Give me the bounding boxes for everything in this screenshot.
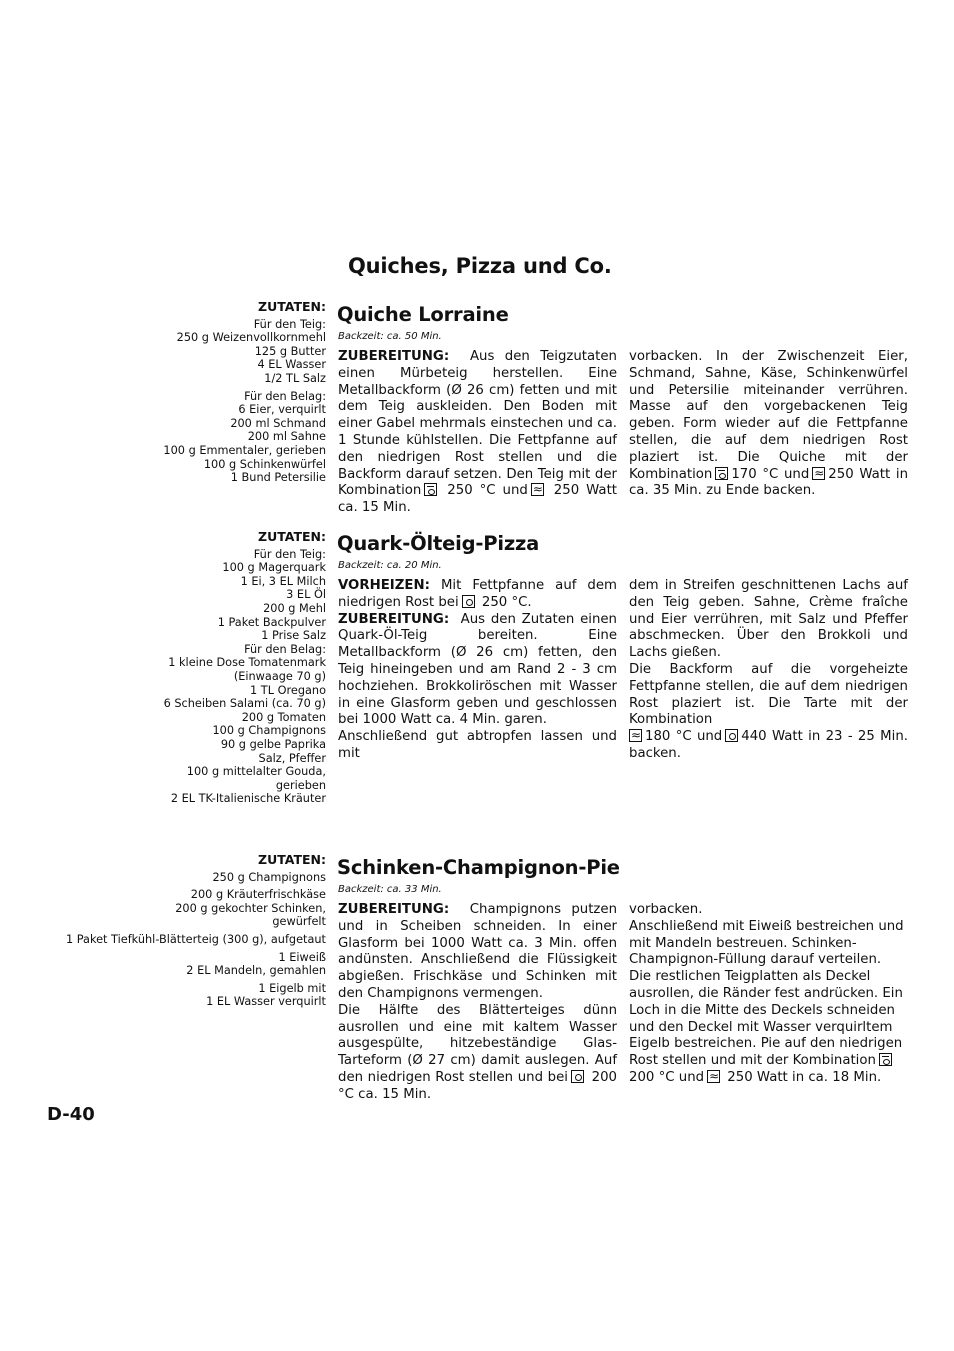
ingredients-header: ZUTATEN: [258, 299, 326, 314]
ingredient: 4 EL Wasser [257, 358, 326, 372]
ingredients-pizza [26, 530, 326, 806]
ingredient: 100 g mittelalter Gouda, [186, 765, 326, 779]
ingredient: 250 g Champignons [212, 870, 326, 884]
ingredient: 200 g Kräuterfrischkäse [190, 888, 326, 902]
ingredients-header: ZUTATEN: [258, 529, 326, 544]
ingredients-header: ZUTATEN: [258, 852, 326, 867]
recipe-title: Quiche Lorraine [337, 303, 509, 326]
page-number: D-40 [47, 1104, 95, 1125]
instructions-right [629, 578, 908, 763]
ingredient: Für den Teig: [253, 547, 326, 561]
instructions-left [338, 902, 617, 1104]
step-label: ZUBEREITUNG: [338, 349, 450, 364]
ingredient: 100 g Magerquark [222, 561, 326, 575]
bake-time: Backzeit: ca. 50 Min. [338, 331, 442, 342]
ingredient: Salz, Pfeffer [258, 751, 326, 765]
instruction-text: 250 Watt in ca. 35 Min. zu Ende backen. [629, 466, 908, 499]
ingredient: 2 EL Mandeln, gemahlen [186, 964, 326, 978]
ingredient: 1 Bund Petersilie [230, 471, 326, 485]
microwave-icon [531, 483, 544, 496]
instruction-text: 200 °C ca. 15 Min. [338, 1069, 618, 1102]
microwave-icon [812, 467, 825, 480]
instructions-left [338, 578, 617, 763]
ingredient: Für den Teig: [253, 317, 326, 331]
ingredient: gerieben [275, 778, 326, 792]
fan-icon [571, 1070, 584, 1083]
instruction-text: Champignons putzen und in Scheiben schneiden. In einer Glasform bei 1000 Watt ca. 3 Min. offen andünsten. Anschließend die Flüssigkeit abgießen. Frischkäse und Schinken mit den Champignons vermengen. [338, 902, 617, 1001]
ingredient: 3 EL Öl [286, 588, 326, 602]
ingredient: 1 Paket Backpulver [217, 615, 326, 629]
instruction-text: 200 °C und [629, 1069, 705, 1085]
ingredient: 100 g Schinkenwürfel [203, 457, 326, 471]
instruction-text: Die Hälfte des Blätterteiges dünn ausrollen und eine mit kaltem Wasser ausgespülte, hitzebeständige Glas-Tarteform (Ø 27 cm) damit auslegen. Auf den niedrigen Rost stellen und bei [338, 1002, 617, 1085]
bake-time: Backzeit: ca. 33 Min. [338, 884, 442, 895]
ingredient: 200 ml Sahne [247, 430, 326, 444]
instructions-left [338, 349, 617, 517]
ingredient: (Einwaage 70 g) [233, 669, 326, 683]
step-label: VORHEIZEN: [338, 578, 430, 593]
instruction-text: Die restlichen Teigplatten als Deckel ausrollen, die Ränder fest andrücken. Ein Loch in die Mitte des Deckels schneiden und den Deckel mit Wasser verquirltem Eigelb bestreichen. Pie auf den niedrigen Rost stellen und mit der Kombination [629, 969, 903, 1069]
ingredient: 200 g Mehl [263, 601, 326, 615]
instruction-text: 440 Watt in 23 - 25 Min. backen. [629, 729, 908, 761]
combo-icon [879, 1053, 892, 1066]
instruction-text: Aus den Zutaten einen Quark-Öl-Teig bereiten. Eine Metallbackform (Ø 26 cm) fetten, den Teig hineingeben und am Rand 2 - 3 cm hochziehen. Brokkoliröschen mit Wasser in eine Glasform geben und geschlossen bei 1000 Watt ca. 4 Min. garen. [338, 611, 617, 728]
instruction-text: Anschließend gut abtropfen lassen und mit [338, 729, 617, 761]
ingredient: 100 g Champignons [212, 724, 326, 738]
ingredient: 90 g gelbe Paprika [220, 737, 326, 751]
instruction-text: 170 °C und [731, 466, 810, 482]
step-label: ZUBEREITUNG: [338, 902, 450, 917]
ingredient: 6 Eier, verquirlt [238, 403, 326, 417]
ingredient: Für den Belag: [244, 642, 326, 656]
ingredient: 1 Eiweiß [278, 950, 326, 964]
step-label: ZUBEREITUNG: [338, 611, 450, 627]
ingredient: 1 EL Wasser verquirlt [206, 995, 326, 1009]
instruction-text: 250 Watt ca. 15 Min. [338, 483, 618, 516]
instruction-text: 250 °C. [481, 594, 532, 610]
ingredient: 1 kleine Dose Tomatenmark [168, 656, 326, 670]
instruction-text: dem in Streifen geschnittenen Lachs auf den Teig geben. Sahne, Crème fraîche und Eier verrühren, mit Salz und Pfeffer abschmecken. Über den Brokkoli und Lachs gießen. [629, 578, 908, 661]
ingredient: 6 Scheiben Salami (ca. 70 g) [163, 697, 326, 711]
ingredient: 1/2 TL Salz [264, 371, 326, 385]
instruction-text: Aus den Teigzutaten einen Mürbeteig herstellen. Eine Metallbackform (Ø 26 cm) fetten und mit dem Teig auskleiden. Den Boden mit einer Gabel mehrmals einstechen und ca. 1 Stunde kühlstellen. Die Fettpfanne auf den niedrigen Rost stellen und die Backform darauf setzen. Den Teig mit der Kombination [338, 349, 617, 499]
bake-time: Backzeit: ca. 20 Min. [338, 560, 442, 571]
recipe-title: Schinken-Champignon-Pie [337, 856, 620, 879]
ingredient: 1 Paket Tiefkühl-Blätterteig (300 g), aufgetaut [65, 932, 326, 946]
ingredient: 125 g Butter [254, 344, 326, 358]
instruction-text: Die Backform auf die vorgeheizte Fettpfanne stellen, die auf dem niedrigen Rost plaziert ist. Die Tarte mit der Kombination [629, 661, 908, 728]
fan-icon [462, 595, 475, 608]
combo-icon [424, 483, 437, 496]
instructions-right [629, 349, 908, 500]
ingredients-pie [26, 853, 326, 1009]
ingredient: 100 g Emmentaler, gerieben [163, 443, 326, 457]
ingredient: 1 TL Oregano [250, 683, 326, 697]
ingredients-quiche [26, 300, 326, 485]
microwave-icon [629, 729, 642, 742]
ingredient: Für den Belag: [244, 389, 326, 403]
ingredient: gewürfelt [272, 915, 326, 929]
ingredient: 1 Ei, 3 EL Milch [240, 574, 326, 588]
ingredient: 1 Eigelb mit [258, 981, 326, 995]
fan-icon [725, 729, 738, 742]
combo-icon [715, 467, 728, 480]
page-title: Quiches, Pizza und Co. [348, 254, 612, 278]
instruction-text: 250 Watt in ca. 18 Min. [727, 1069, 882, 1085]
instructions-right [629, 902, 908, 1087]
ingredient: 1 Prise Salz [261, 629, 326, 643]
instruction-text: Anschließend mit Eiweiß bestreichen und mit Mandeln bestreuen. Schinken-Champignon-Füllung darauf verteilen. [629, 918, 904, 968]
ingredient: 2 EL TK-Italienische Kräuter [170, 792, 326, 806]
ingredient: 200 g Tomaten [241, 710, 326, 724]
ingredient: 200 ml Schmand [230, 416, 326, 430]
instruction-text: 180 °C und [645, 729, 723, 745]
ingredient: 250 g Weizenvollkornmehl [176, 331, 326, 345]
instruction-text: Mit Fettpfanne auf dem niedrigen Rost bei [338, 578, 617, 610]
microwave-icon [707, 1070, 720, 1083]
instruction-text: 250 °C und [447, 483, 528, 499]
instruction-text: vorbacken. In der Zwischenzeit Eier, Schmand, Sahne, Käse, Schinkenwürfel und Petersilie miteinander verrühren. Masse auf den vorgebackenen Teig geben. Form wieder auf die Fettpfanne stellen, die auf dem niedrigen Rost plaziert ist. Die Quiche mit der Kombination [629, 349, 908, 482]
instruction-text: vorbacken. [629, 902, 703, 917]
recipe-title: Quark-Ölteig-Pizza [337, 532, 540, 555]
ingredient: 200 g gekochter Schinken, [175, 901, 326, 915]
